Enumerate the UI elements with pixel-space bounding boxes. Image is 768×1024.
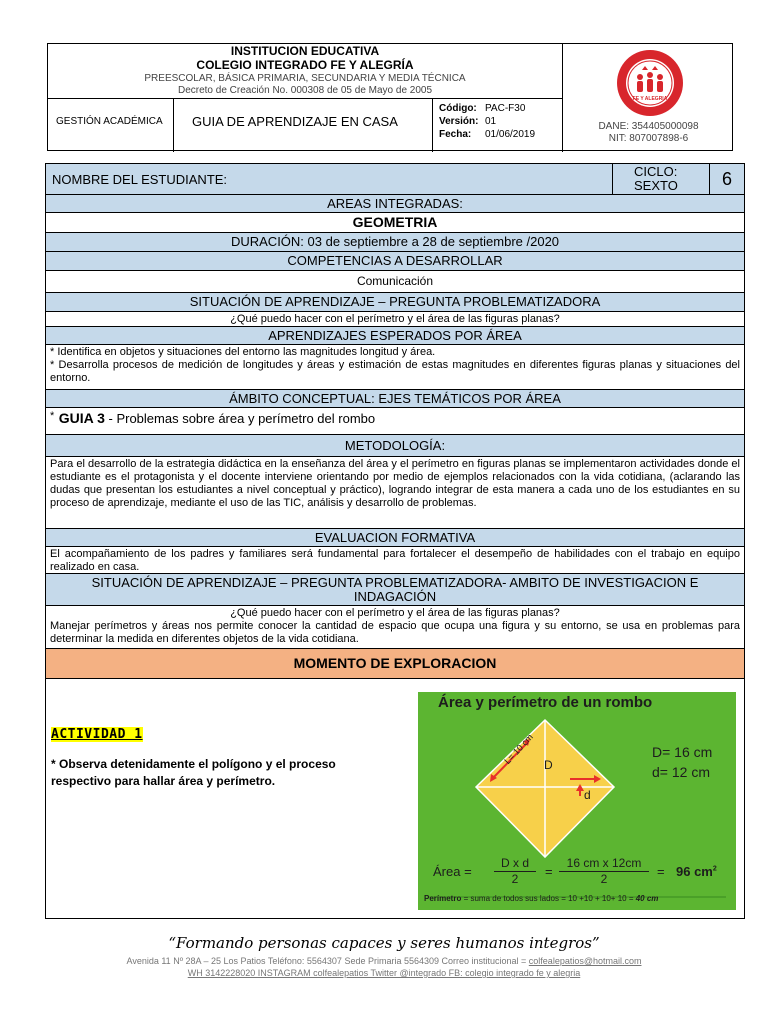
situation2-text: Manejar perímetros y áreas nos permite conocer la cantidad de espacio que ocupa una figura y su entorno, se usa en problemas para determinar la medida en diferentes objetos de la vida cotidiana. bbox=[50, 620, 740, 645]
institution-name: INSTITUCION EDUCATIVA bbox=[230, 44, 380, 58]
svg-text:FE Y ALEGRIA: FE Y ALEGRIA bbox=[632, 96, 668, 102]
situation-question-row bbox=[45, 312, 745, 327]
short-diagonal-label: d bbox=[584, 788, 591, 802]
fraction-values bbox=[559, 856, 649, 887]
date-value: 01/06/2019 bbox=[485, 129, 536, 140]
education-levels: PREESCOLAR, BÁSICA PRIMARIA, SECUNDARIA Y MEDIA TÉCNICA bbox=[144, 73, 466, 84]
creation-decree: Decreto de Creación No. 000308 de 05 de Mayo de 2005 bbox=[177, 85, 433, 96]
area-result-exponent: 2 bbox=[712, 865, 717, 873]
cycle-block bbox=[634, 165, 678, 193]
fraction-formula-numerator: D x d bbox=[494, 856, 536, 872]
fraction-values-numerator: 16 cm x 12cm bbox=[559, 856, 649, 872]
subject-name: GEOMETRIA bbox=[352, 214, 438, 230]
scope-bullet: * bbox=[50, 410, 55, 422]
competency-row bbox=[45, 271, 745, 293]
document-control-cell bbox=[433, 99, 563, 152]
D-value: D= 16 cm bbox=[652, 744, 713, 760]
area-word: Área = bbox=[433, 864, 472, 879]
situation2-question: ¿Qué puedo hacer con el perímetro y el área de las figuras planas? bbox=[230, 607, 560, 619]
footer-email-link[interactable]: colfealepatios@hotmail.com bbox=[528, 956, 642, 966]
date-label: Fecha: bbox=[439, 129, 472, 140]
area-cell bbox=[48, 99, 174, 152]
diagonal-values bbox=[652, 742, 712, 782]
expected-learning-row bbox=[45, 327, 745, 345]
school-seal-icon bbox=[615, 48, 685, 118]
situation2-content bbox=[45, 606, 745, 649]
competency-value: Comunicación bbox=[356, 274, 434, 288]
nit-number: NIT: 807007898-6 bbox=[608, 133, 689, 144]
student-row bbox=[45, 163, 745, 195]
dane-nit-cell bbox=[563, 119, 734, 152]
competencies-label: COMPETENCIAS A DESARROLLAR bbox=[287, 253, 503, 268]
institution-block bbox=[48, 44, 563, 99]
student-name-label: NOMBRE DEL ESTUDIANTE: bbox=[52, 172, 228, 187]
activity-title: ACTIVIDAD 1 bbox=[51, 727, 143, 742]
areas-label-row bbox=[45, 195, 745, 213]
expected-learning-label: APRENDIZAJES ESPERADOS POR ÁREA bbox=[268, 328, 522, 343]
perimeter-label: Perímetro bbox=[424, 894, 462, 903]
perimeter-line bbox=[424, 894, 658, 903]
academic-management: GESTIÓN ACADÉMICA bbox=[56, 116, 163, 127]
expected-learning-content bbox=[45, 345, 745, 390]
scope-row bbox=[45, 390, 745, 408]
school-motto: “Formando personas capaces y seres humanos integros” bbox=[168, 934, 600, 952]
evaluation-label: EVALUACION FORMATIVA bbox=[314, 530, 476, 545]
footer-social: WH 3142228020 INSTAGRAM colfealepatios Twitter @integrado FB: colegio integrado fe y alegria bbox=[187, 968, 581, 978]
cycle-number: 6 bbox=[721, 169, 732, 189]
dane-number: DANE: 354405000098 bbox=[598, 121, 699, 132]
fraction-values-denominator: 2 bbox=[600, 872, 608, 886]
exploration-row bbox=[45, 649, 745, 679]
activity-section bbox=[45, 679, 745, 919]
scope-topic: - Problemas sobre área y perímetro del rombo bbox=[104, 411, 376, 426]
footer-contact bbox=[0, 955, 768, 979]
area-result bbox=[676, 864, 717, 879]
college-name: COLEGIO INTEGRADO FE Y ALEGRÍA bbox=[196, 58, 414, 72]
expected-item-2: * Desarrolla procesos de medición de longitudes y áreas y estimación de estas magnitudes en diferentes figuras planas y situaciones del entorno. bbox=[50, 359, 740, 384]
guide-title: GUIA DE APRENDIZAJE EN CASA bbox=[192, 114, 398, 129]
situation-row bbox=[45, 293, 745, 312]
cycle-value: SEXTO bbox=[634, 178, 678, 193]
exploration-label: MOMENTO DE EXPLORACION bbox=[293, 655, 497, 671]
logo-cell bbox=[563, 44, 734, 119]
perimeter-result: 40 cm bbox=[635, 894, 659, 903]
activity-instruction: * Observa detenidamente el polígono y el proceso respectivo para hallar área y perímetro. bbox=[51, 757, 336, 788]
methodology-label: METODOLOGÍA: bbox=[344, 438, 446, 453]
d-value: d= 12 cm bbox=[652, 764, 710, 780]
evaluation-row bbox=[45, 529, 745, 547]
evaluation-text: El acompañamiento de los padres y familiares será fundamental para fortalecer el desempeño de habilidades con el trabajo en equipo realizado en casa. bbox=[50, 548, 740, 573]
subject-row bbox=[45, 213, 745, 233]
evaluation-content bbox=[45, 547, 745, 574]
guide-title-cell bbox=[174, 99, 433, 152]
duration-row bbox=[45, 233, 745, 252]
area-result-value: 96 cm bbox=[676, 864, 713, 879]
situation2-row bbox=[45, 574, 745, 606]
fraction-formula-denominator: 2 bbox=[511, 872, 519, 886]
methodology-text: Para el desarrollo de la estrategia didáctica en la enseñanza del área y el perímetro en figuras planas se implementaron actividades donde el estudiante es el protagonista y el docente interviene orientando por medio de ejemplos relacionados con la vida cotidiana, (aclarando las dudas que presentan los estudiantes a nivel conceptual y práctico), logrando integrar de esta manera a cada uno de los estudiantes en su proceso de aprendizaje, mediante el uso de las TIC, análisis y desarrollo de problemas. bbox=[50, 458, 740, 509]
version-label: Versión: bbox=[439, 116, 479, 127]
situation-label: SITUACIÓN DE APRENDIZAJE – PREGUNTA PROBLEMATIZADORA bbox=[189, 294, 601, 309]
document-header bbox=[47, 43, 733, 151]
methodology-content bbox=[45, 457, 745, 529]
scope-content bbox=[45, 408, 745, 435]
situation-question: ¿Qué puedo hacer con el perímetro y el área de las figuras planas? bbox=[230, 313, 560, 325]
code-label: Código: bbox=[439, 103, 477, 114]
competencies-row bbox=[45, 252, 745, 271]
long-diagonal-label: D bbox=[544, 758, 553, 772]
footer-address: Avenida 11 Nº 28A – 25 Los Patios Teléfono: 5564307 Sede Primaria 5564309 Correo institucional = bbox=[126, 956, 529, 966]
rhombus-figure: Área y perímetro de un rombo L= 10 cm D d D= 16 cm d= 12 cm Área = $\frac{\text{D x d}}{2}$ = $\frac{\text{16 cm x 12cm}}{2}$ = 96 $cm^2$ Perímetro = suma de todos sus lados = 10 +10 + 10+ 10 = 40 cm bbox=[418, 692, 736, 910]
code-value: PAC-F30 bbox=[485, 103, 526, 114]
guide-number: GUIA 3 bbox=[58, 410, 105, 426]
perimeter-text: = suma de todos sus lados = 10 +10 + 10+ 10 = bbox=[461, 894, 636, 903]
duration-text: DURACIÓN: 03 de septiembre a 28 de septiembre /2020 bbox=[230, 234, 560, 249]
expected-item-1: * Identifica en objetos y situaciones del entorno las magnitudes longitud y área. bbox=[50, 346, 436, 358]
version-value: 01 bbox=[485, 116, 497, 127]
scope-label: ÁMBITO CONCEPTUAL: EJES TEMÁTICOS POR ÁREA bbox=[229, 391, 561, 406]
side-length-label: L= 10 cm bbox=[502, 731, 536, 767]
cycle-label: CICLO: bbox=[634, 164, 678, 179]
situation2-label: SITUACIÓN DE APRENDIZAJE – PREGUNTA PROBLEMATIZADORA- AMBITO DE INVESTIGACION E INDAGACIÓN bbox=[91, 575, 699, 604]
methodology-row bbox=[45, 435, 745, 457]
integrated-areas-label: AREAS INTEGRADAS: bbox=[327, 196, 463, 211]
figure-title: Área y perímetro de un rombo bbox=[438, 694, 653, 711]
fraction-formula bbox=[494, 856, 536, 887]
